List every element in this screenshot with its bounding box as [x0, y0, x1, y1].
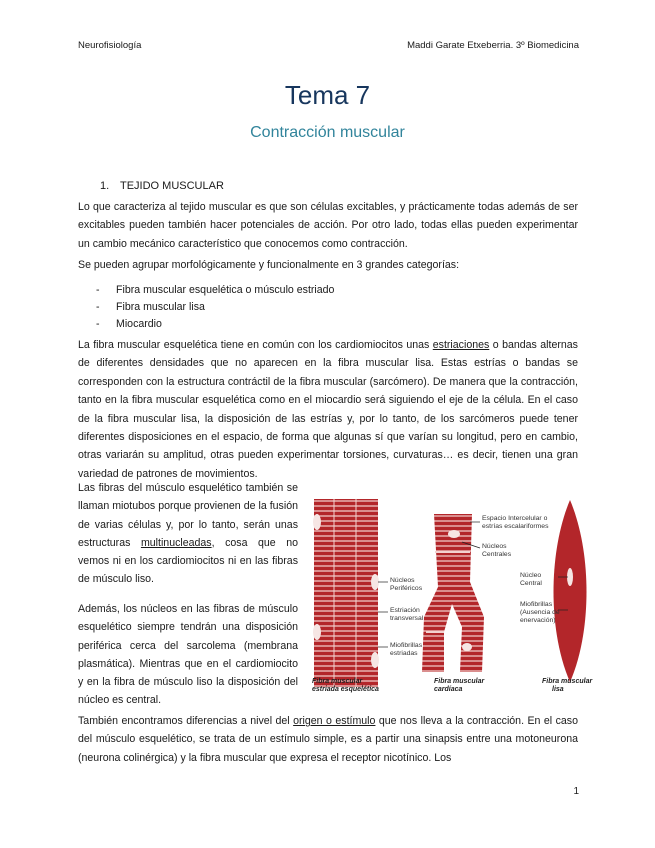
- column-paragraph-2: Además, los núcleos en las fibras de músculo esquelético siempre tendrán una disposición periférica cerca del sarcolema (membrana plasmática). Mientras que en el cardiomiocito y en la fibra de músculo liso la disposición del núcleo es central.: [78, 603, 298, 707]
- section-label: TEJIDO MUSCULAR: [120, 180, 224, 192]
- list-item: - Fibra muscular esquelética o músculo estriado: [96, 282, 334, 299]
- section-heading: [100, 180, 224, 192]
- skeletal-fiber: [313, 499, 388, 687]
- paragraph-2: Se pueden agrupar morfológicamente y funcionalmente en 3 grandes categorías:: [78, 259, 460, 271]
- smooth-fiber: [554, 500, 587, 682]
- nucleus: [448, 530, 460, 538]
- paragraph-4-before: También encontramos diferencias a nivel del: [78, 715, 294, 727]
- list-item: - Fibra muscular lisa: [96, 299, 334, 316]
- caption-cardiaca: Fibra muscular cardíaca: [434, 678, 485, 693]
- label-miofibrillas-estriadas: Miofibrillas estriadas: [390, 642, 423, 657]
- caption-lisa: Fibra muscular lisa: [542, 678, 593, 693]
- label-nucleo-central: Núcleo Central: [520, 572, 542, 587]
- page-subtitle: Contracción muscular: [250, 124, 405, 141]
- nucleus: [462, 643, 472, 651]
- paragraph-1: Lo que caracteriza al tejido muscular es que son células excitables, y prácticamente todas además de ser excitables pueden también hacer potenciales de acción. Por otro lado, todas ellas pueden experimentar un cambio mecánico característico que conocemos como contracción.: [78, 201, 578, 250]
- paragraph-4: [78, 712, 578, 767]
- column-1-underlined: multinucleadas: [140, 536, 212, 549]
- list-item: - Miocardio: [96, 316, 334, 333]
- column-1-before: Las fibras del músculo esquelético también se llaman miotubos porque provienen de la fusión de varias células y, por lo tanto, serán unas estructuras: [78, 482, 298, 549]
- category-list: [96, 282, 334, 333]
- label-miofibrillas-lisa: Miofibrillas (Ausencia de enervación): [520, 601, 560, 624]
- header-right: Maddi Garate Etxeberria. 3º Biomedicina: [407, 40, 579, 51]
- paragraph-3-underlined: estriaciones: [432, 339, 490, 351]
- paragraph-3-after: o bandas alternas de diferentes densidades que no aparecen en la fibra muscular lisa. Estas estrías o bandas se corresponden con la estructura contráctil de la fibra muscular (sarcómero). De manera que la contracción, tanto en la fibra muscular esquelética como en el miocardio será siguiendo el eje de la célula. En el caso de la fibra muscular lisa, la disposición de las estrías y, por lo tanto, de los sarcómeros puede tener diferentes disposiciones en el espacio, de forma que algunas sí que varían su longitud, pero en cambio, otras variarán su amplitud, otras pueden experimentar torsiones, curvaturas… es decir, tienen una gran variedad de patrones de movimientos.: [78, 339, 578, 480]
- paragraph-4-underlined: origen o estímulo: [293, 715, 376, 727]
- label-nucleos-centrales: Núcleos Centrales: [482, 543, 512, 558]
- column-paragraph-1: [78, 479, 298, 589]
- page-title: Tema 7: [284, 80, 371, 110]
- caption-esqueletica: Fibra muscular estriada esquelética: [312, 678, 379, 693]
- page-number: 1: [573, 786, 579, 797]
- paragraph-3: [78, 336, 578, 483]
- nucleus: [371, 574, 379, 590]
- section-number: 1.: [100, 180, 110, 192]
- nucleus: [371, 652, 379, 668]
- paragraph-3-before: La fibra muscular esquelética tiene en común con los cardiomiocitos unas: [78, 339, 433, 351]
- cardiac-fiber: [422, 514, 484, 672]
- header-left: Neurofisiología: [78, 40, 142, 51]
- label-estriacion: Estriación transversal: [390, 607, 424, 622]
- nucleus: [313, 624, 321, 640]
- label-espacio: Espacio Intercelular o estrías escalariformes: [482, 515, 549, 530]
- column-1-after: , cosa que no vemos ni en los cardiomiocitos ni en las fibras de músculo liso.: [78, 536, 298, 586]
- muscle-fibers-figure: [302, 482, 614, 697]
- paragraph-4-after: que nos lleva a la contracción. En el caso del músculo esquelético, se trata de un estímulo simple, es a partir una sinapsis entre una motoneurona (neurona colinérgica) y la fibra muscular que expresa el receptor nicotínico. Los: [78, 715, 578, 764]
- nucleus: [313, 514, 321, 530]
- label-nucleos-perifericos: Núcleos Periféricos: [390, 577, 423, 592]
